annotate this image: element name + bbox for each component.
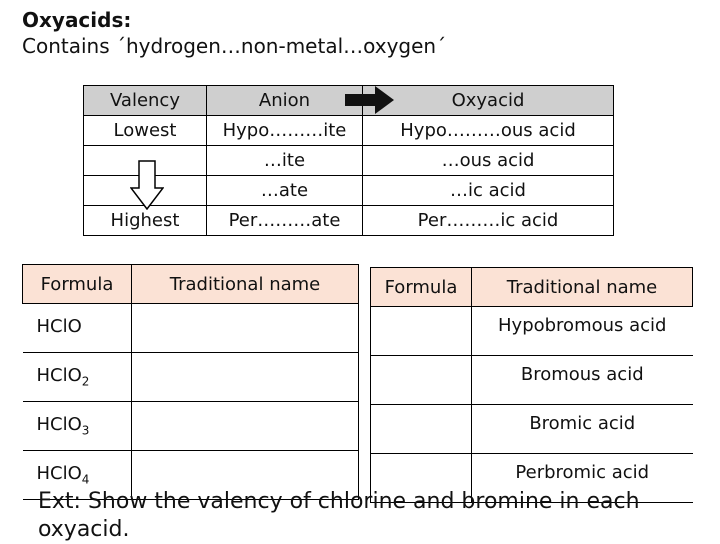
traditional-name-cell[interactable]: [132, 304, 359, 353]
traditional-name-cell: Bromic acid: [472, 405, 693, 454]
valency-cell: Highest: [84, 206, 207, 236]
formula-cell: [23, 304, 132, 353]
header-traditional-name: Traditional name: [472, 268, 693, 307]
formula-subscript: 2: [81, 374, 90, 389]
table-row: [23, 304, 359, 353]
formula-base: HClO: [36, 316, 82, 338]
slide-subtitle: Contains ´hydrogen…non-metal…oxygen´: [22, 34, 447, 58]
header-oxyacid: Oxyacid: [363, 86, 614, 116]
anion-cell: Per………ate: [207, 206, 363, 236]
oxyacid-cell: Per………ic acid: [363, 206, 614, 236]
formula-base: HClO: [36, 414, 82, 436]
traditional-name-cell: Perbromic acid: [472, 454, 693, 503]
header-valency: Valency: [84, 86, 207, 116]
formula-base: HClO: [36, 463, 82, 485]
traditional-name-cell[interactable]: [132, 353, 359, 402]
header-traditional-name: Traditional name: [132, 265, 359, 304]
traditional-name-cell: Bromous acid: [472, 356, 693, 405]
formula-cell: [23, 353, 132, 402]
chlorine-formula-table: [22, 264, 359, 500]
valency-cell: Lowest: [84, 116, 207, 146]
formula-subscript: 4: [81, 472, 90, 487]
table-row: [23, 402, 359, 451]
formula-cell[interactable]: [371, 356, 472, 405]
traditional-name-cell[interactable]: [132, 402, 359, 451]
chlorine-table-header-row: [23, 265, 359, 304]
down-arrow-icon: [130, 160, 164, 210]
header-formula: Formula: [371, 268, 472, 307]
oxyacid-cell: …ic acid: [363, 176, 614, 206]
traditional-name-cell: Hypobromous acid: [472, 307, 693, 356]
formula-cell[interactable]: [371, 405, 472, 454]
right-arrow-icon: [345, 86, 395, 114]
header-formula: Formula: [23, 265, 132, 304]
exercise-text: Ext: Show the valency of chlorine and bromine in each oxyacid.: [38, 489, 640, 542]
formula-subscript: 3: [81, 423, 90, 438]
formula-cell[interactable]: [371, 307, 472, 356]
bromine-table-header-row: [371, 268, 693, 307]
anion-cell: …ate: [207, 176, 363, 206]
table-row: [371, 356, 693, 405]
formula-cell: [23, 402, 132, 451]
slide-title: Oxyacids:: [22, 8, 132, 32]
table-row: [371, 307, 693, 356]
table-row: [371, 405, 693, 454]
valency-row: [84, 206, 614, 236]
header-anion: Anion: [207, 86, 363, 116]
bromine-formula-table: [370, 267, 693, 503]
anion-cell: …ite: [207, 146, 363, 176]
oxyacid-cell: Hypo………ous acid: [363, 116, 614, 146]
formula-base: HClO: [36, 365, 82, 387]
valency-row: [84, 116, 614, 146]
table-row: [23, 353, 359, 402]
anion-cell: Hypo………ite: [207, 116, 363, 146]
oxyacid-cell: …ous acid: [363, 146, 614, 176]
